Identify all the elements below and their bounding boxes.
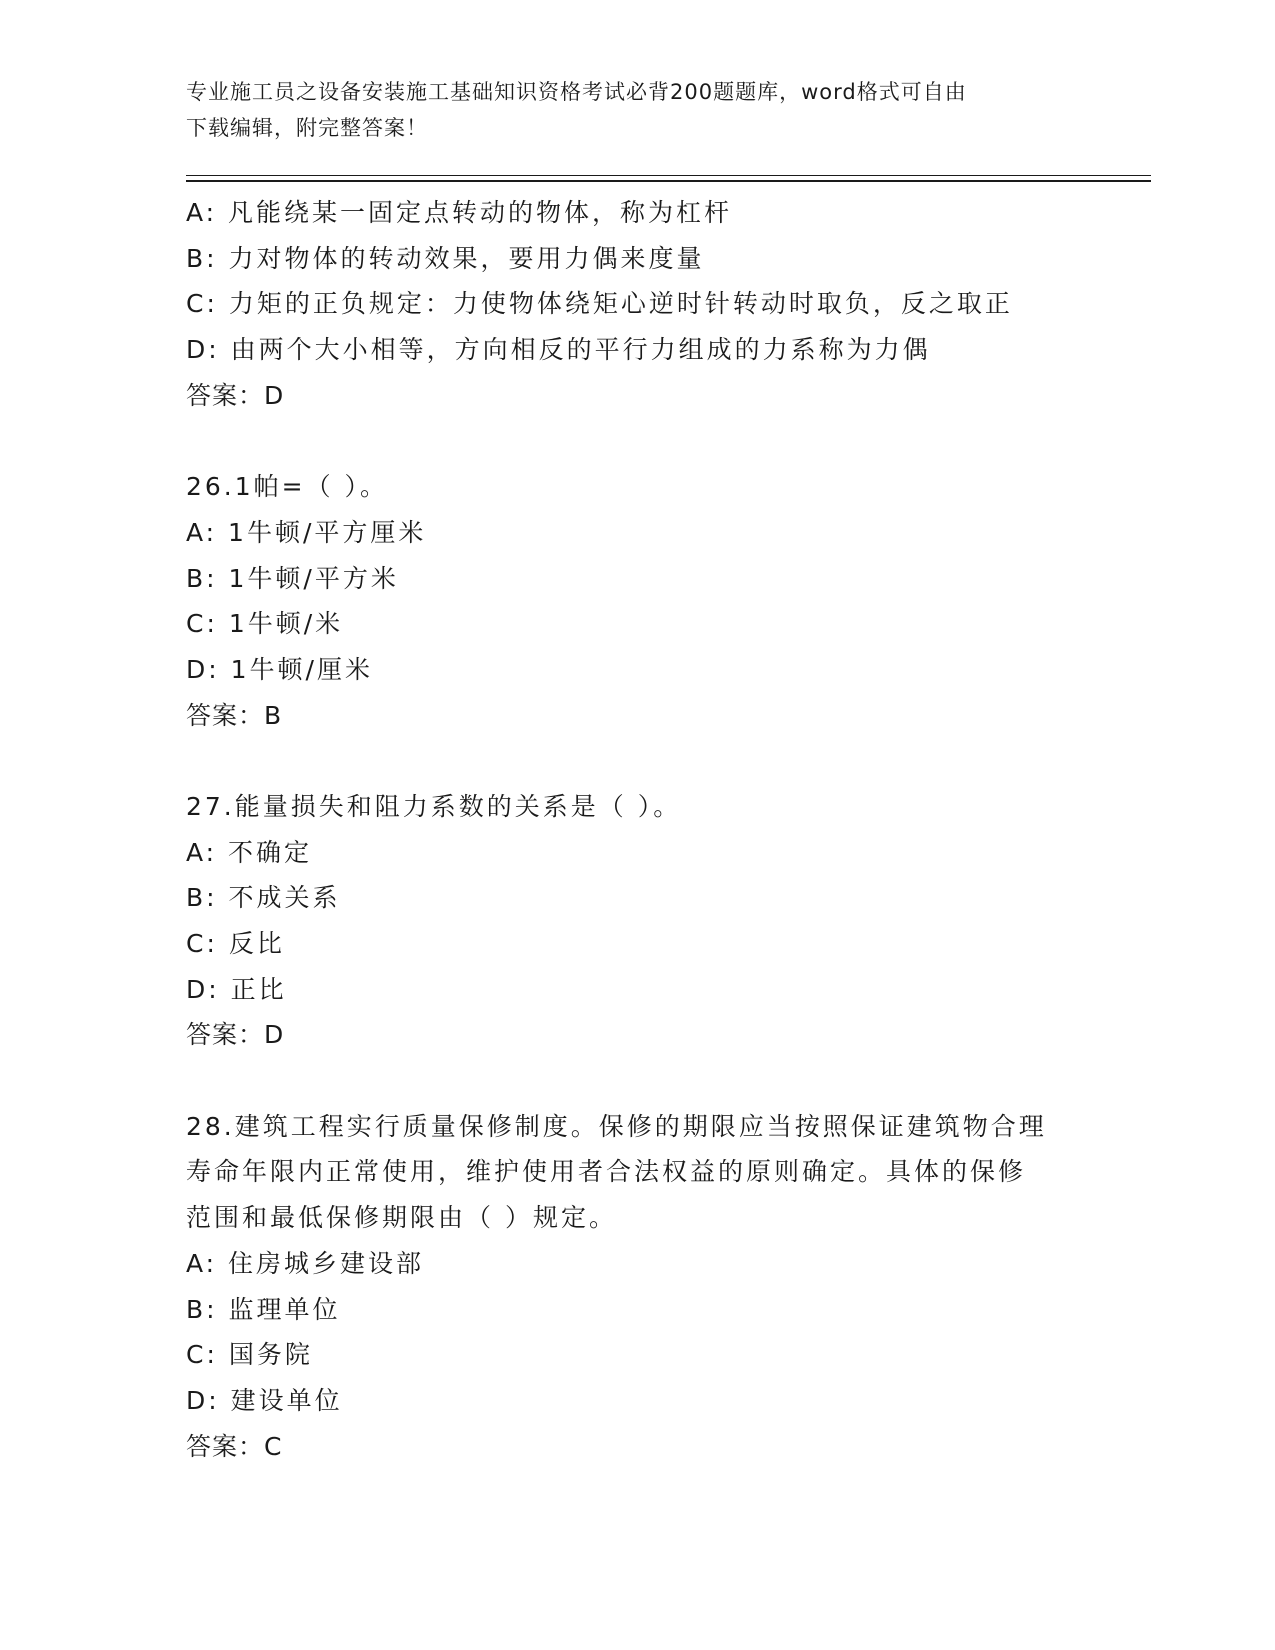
header-divider-thin xyxy=(186,175,1151,176)
header-line-1: 专业施工员之设备安装施工基础知识资格考试必背200题题库，word格式可自由 xyxy=(186,80,967,104)
answer: 答案：D xyxy=(186,380,285,410)
answer: 答案：D xyxy=(186,1020,285,1050)
option-d: D: 1牛顿/厘米 xyxy=(186,654,373,684)
spacer xyxy=(186,418,1086,464)
question-27 xyxy=(186,784,1086,1058)
question-stem-line-1: 28.建筑工程实行质量保修制度。保修的期限应当按照保证建筑物合理 xyxy=(186,1111,1047,1141)
question-stem-line-2: 寿命年限内正常使用，维护使用者合法权益的原则确定。具体的保修 xyxy=(186,1157,1027,1187)
option-a: A: 住房城乡建设部 xyxy=(186,1248,425,1278)
option-c: C: 反比 xyxy=(186,929,285,958)
question-list xyxy=(186,190,1086,1469)
document-header xyxy=(186,74,1086,146)
spacer xyxy=(186,1058,1086,1104)
option-a: A: 凡能绕某一固定点转动的物体，称为杠杆 xyxy=(186,198,733,227)
question-stem-line-3: 范围和最低保修期限由（ ）规定。 xyxy=(186,1203,617,1233)
question-stem: 26.1帕=（ ）。 xyxy=(186,472,389,502)
option-a: A: 1牛顿/平方厘米 xyxy=(186,517,427,547)
option-c: C: 力矩的正负规定：力使物体绕矩心逆时针转动时取负，反之取正 xyxy=(186,289,1013,319)
answer: 答案：B xyxy=(186,700,283,730)
option-d: D: 正比 xyxy=(186,974,287,1004)
option-c: C: 1牛顿/米 xyxy=(186,609,344,639)
option-a: A: 不确定 xyxy=(186,837,313,867)
option-d: D: 由两个大小相等，方向相反的平行力组成的力系称为力偶 xyxy=(186,335,931,365)
header-line-2: 下载编辑，附完整答案！ xyxy=(186,116,428,140)
header-divider-thick xyxy=(186,180,1151,182)
question-25 xyxy=(186,190,1086,418)
spacer xyxy=(186,738,1086,784)
question-stem: 27.能量损失和阻力系数的关系是（ ）。 xyxy=(186,791,682,821)
option-d: D: 建设单位 xyxy=(186,1385,343,1415)
option-b: B: 不成关系 xyxy=(186,883,341,913)
option-b: B: 监理单位 xyxy=(186,1294,341,1324)
option-b: B: 1牛顿/平方米 xyxy=(186,563,399,593)
option-b: B: 力对物体的转动效果，要用力偶来度量 xyxy=(186,243,705,273)
option-c: C: 国务院 xyxy=(186,1340,313,1370)
question-28 xyxy=(186,1104,1086,1470)
question-26 xyxy=(186,464,1086,738)
answer: 答案：C xyxy=(186,1431,283,1461)
